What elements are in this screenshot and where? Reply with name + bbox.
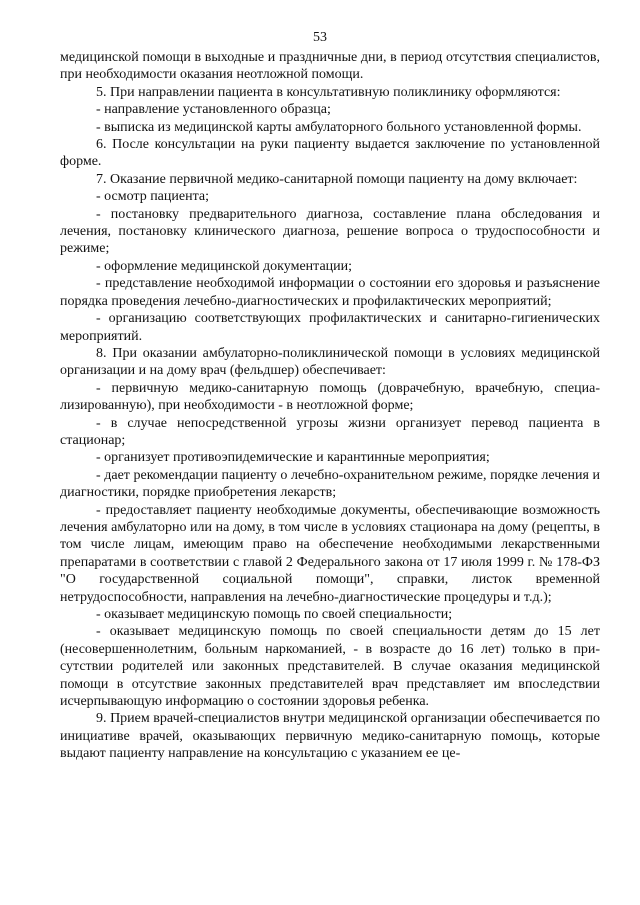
list-item: - направление установленного образца;	[96, 102, 331, 118]
page-number: 53	[313, 30, 327, 45]
paragraph-item-9: 9. Прием врачей-специалистов внутри медицинской организации обеспечивается по инициативе врачей, оказывающих первичную медико-санитарную помощь, которые выдают пациенту направление на консультацию с указанием ее це-	[60, 711, 600, 762]
list-item: - оказывает медицинскую помощь по своей специальности;	[96, 607, 453, 622]
list-item: - постановку предварительного диагноза, составление плана обследования и лечения, постановку клинического диагноза, решение вопроса о трудоспособности и режиме;	[60, 206, 600, 257]
paragraph-item-6: 6. После консультации на руки пациенту выдается заключение по установленной форме.	[60, 137, 600, 170]
document-body	[60, 49, 600, 763]
paragraph-item-5: 5. При направлении пациента в консультативную поликлинику оформляются:	[96, 84, 561, 100]
paragraph-item-7: 7. Оказание первичной медико-санитарной помощи пациенту на дому включает:	[96, 171, 578, 187]
list-item: - выписка из медицинской карты амбулаторного больного установленной формы.	[96, 119, 582, 135]
list-item: - оказывает медицинскую помощь по своей специальности детям до 15 лет (несовершеннолетним, больным наркоманией, - в возрасте до 16 лет) только в присутствии родителей или законных представителей. В случае оказания медицинской помощи в отсутствие законных представителей врач представляет им впоследствии исчерпывающую информацию о состоянии здоровья ребенка.	[60, 624, 600, 710]
list-item: - осмотр пациента;	[96, 189, 209, 205]
list-item: - представление необходимой информации о состоянии его здоровья и разъяснение порядка проведения лечебно-диагностических и профилактических мероприятий;	[60, 276, 600, 309]
list-item: - организацию соответствующих профилактических и санитарно-гигиенических мероприятий.	[60, 311, 600, 344]
list-item: - организует противоэпидемические и карантинные мероприятия;	[96, 450, 490, 466]
list-item: - в случае непосредственной угрозы жизни организует перевод пациента в стационар;	[60, 415, 600, 448]
list-item: - оформление медицинской документации;	[96, 258, 353, 274]
list-item: - предоставляет пациенту необходимые документы, обеспечивающие возможность лечения амбулаторно или на дому, в том числе в условиях стационара на дому (рецепты, в том числе лицам, имеющим право на обеспечение необходимыми лекарственными препаратами в соответствии с главой 2 Федерального закона от 17 июля 1999 г. № 178-ФЗ "О государственной социальной помощи", справки, листок временной нетрудоспособности, направления на лечебно-диагностические процедуры и т.д.);	[60, 502, 600, 605]
paragraph-continuation: медицинской помощи в выходные и праздничные дни, в период отсутствия специалистов, при необходимости оказания неотложной помощи.	[60, 50, 600, 83]
paragraph-item-8: 8. При оказании амбулаторно-поликлинической помощи в условиях медицинской организации и на дому врач (фельдшер) обеспечивает:	[60, 345, 600, 379]
list-item: - первичную медико-санитарную помощь (доврачебную, врачебную, специализированную), при необходимости - в неотложной форме;	[60, 380, 600, 414]
list-item: - дает рекомендации пациенту о лечебно-охранительном режиме, порядке лечения и диагностики, порядке приобретения лекарств;	[60, 467, 600, 501]
